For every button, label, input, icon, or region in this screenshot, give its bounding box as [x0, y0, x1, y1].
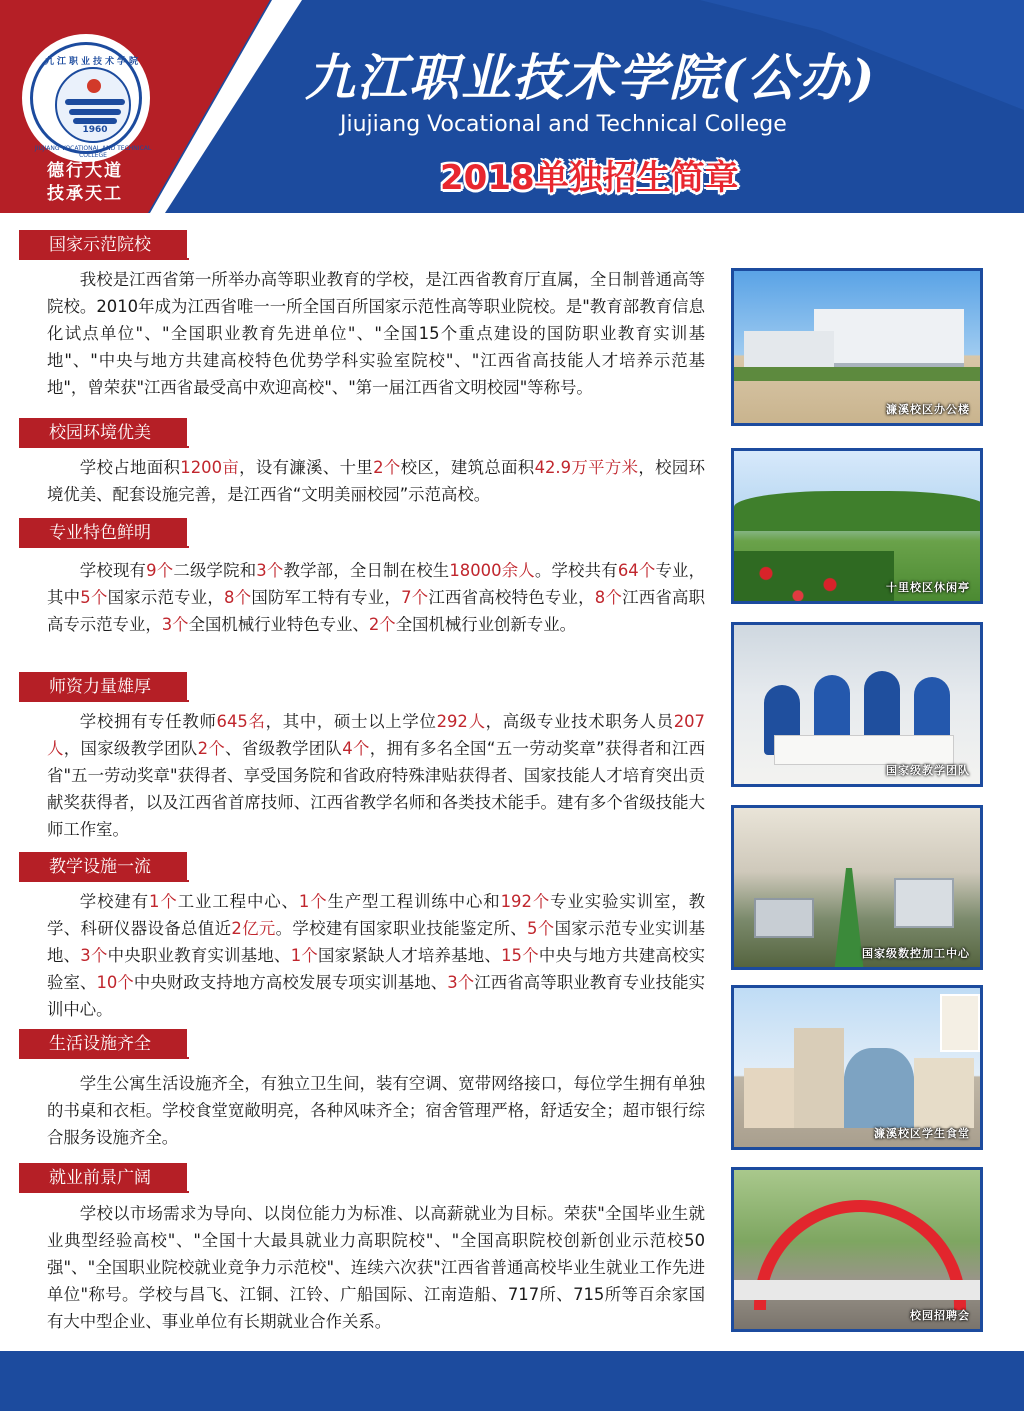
section-underline: [19, 880, 189, 882]
photo-caption: 国家级数控加工中心: [862, 947, 970, 960]
text-run: 国家示范专业实训基地、: [47, 919, 706, 965]
text-run: ，校园环境优美、配套设施完善，是江西省“文明美丽校园”示范高校。: [47, 458, 706, 504]
section-underline: [19, 1057, 189, 1059]
building-shape: [794, 1028, 844, 1128]
text-run: 中央财政支持地方高校发展专项实训基地、: [133, 973, 448, 992]
text-run: 我校是江西省第一所举办高等职业教育的学校，是江西省教育厅直属，全日制普通高等院校。2010年成为江西省唯一一所全国百所国家示范性高等职业院校。是"教育部教育信息化试点单位"、"全国职业教育先进单位"、"全国15个重点建设的国防职业教育实训基地"、"中央与地方共建高校特色优势学科实验室院校"、"江西省高技能人才培养示范基地"，曾荣获"江西省最受高中欢迎高校"、"第一届江西省文明校园"等称号。: [47, 270, 705, 397]
highlight-number: 10个: [96, 973, 134, 992]
machine-shape: [894, 878, 954, 928]
photo-cnc-center: [731, 805, 983, 970]
floor-lane-shape: [834, 868, 864, 970]
section-title-majors: 专业特色鲜明: [19, 518, 187, 548]
highlight-number: 1个: [290, 946, 319, 965]
text-run: ，其中，硕士以上学位: [265, 712, 437, 731]
photo-office-building: [731, 268, 983, 426]
text-run: 校区，建筑总面积: [400, 458, 535, 477]
machine-shape: [754, 898, 814, 938]
photo-teaching-team: [731, 622, 983, 787]
highlight-number: 3个: [447, 973, 475, 992]
text-run: 国防军工特有专业，: [251, 588, 402, 607]
highlight-number: 18000余人: [449, 561, 535, 580]
blueprint-table-shape: [774, 735, 954, 765]
logo-wave-icon: [65, 99, 125, 105]
highlight-number: 15个: [501, 946, 539, 965]
college-title-cn: 九江职业技术学院(公办): [305, 48, 877, 107]
highlight-number: 4个: [342, 739, 370, 758]
text-run: 国家紧缺人才培养基地、: [318, 946, 502, 965]
logo-sun-icon: [87, 79, 101, 93]
text-run: 。学校建有国家职业技能鉴定所、: [275, 919, 527, 938]
flowers-shape: [734, 551, 894, 604]
text-run: 江西省高校特色专业，: [428, 588, 595, 607]
trees-shape: [734, 491, 983, 531]
highlight-number: 7个: [401, 588, 429, 607]
logo-year: 1960: [82, 125, 108, 135]
highlight-number: 192个: [500, 892, 551, 911]
college-title-en: Jiujiang Vocational and Technical College: [340, 112, 787, 137]
college-logo: [22, 34, 150, 162]
text-run: 全国机械行业创新专业。: [395, 615, 576, 634]
section-text-majors: [47, 557, 705, 638]
brochure-subtitle: 2018单独招生简章: [440, 158, 739, 198]
section-text-facilities: [47, 888, 705, 1023]
logo-wave-icon: [69, 109, 121, 115]
text-run: 专业，其中: [47, 561, 706, 607]
motto: [30, 160, 140, 206]
text-run: 学生公寓生活设施齐全，有独立卫生间，装有空调、宽带网络接口，每位学生拥有单独的书桌和衣柜。学校食堂宽敞明亮，各种风味齐全；宿舍管理严格，舒适安全；超市银行综合服务设施齐全。: [47, 1074, 705, 1147]
section-text-living: [47, 1070, 705, 1151]
text-run: ，设有濂溪、十里: [239, 458, 374, 477]
section-text-employment: [47, 1200, 705, 1335]
photo-pavilion: [731, 448, 983, 604]
section-text-national-model: [47, 266, 705, 401]
highlight-number: 9个: [146, 561, 174, 580]
photo-canteen: [731, 985, 983, 1150]
photo-caption: 十里校区休闲亭: [886, 581, 970, 594]
tents-shape: [734, 1280, 983, 1300]
text-run: 江西省高职高专示范专业，: [47, 588, 706, 634]
highlight-number: 42.9万平方米: [534, 458, 639, 477]
highlight-number: 2个: [197, 739, 226, 758]
highlight-number: 3个: [256, 561, 284, 580]
highlight-number: 1个: [298, 892, 328, 911]
section-title-living: 生活设施齐全: [19, 1029, 187, 1059]
motto-line-2: 技承天工: [47, 184, 123, 204]
highlight-number: 64个: [617, 561, 656, 580]
section-text-campus: [47, 454, 705, 508]
text-run: 学校以市场需求为导向、以岗位能力为标准、以高薪就业为目标。荣获"全国毕业生就业典型经验高校"、"全国十大最具就业力高职院校"、"全国高职院校创新创业示范校50强"、"全国职业院校就业竞争力示范校"、连续六次获"江西省普通高校毕业生就业工作先进单位"称号。学校与昌飞、江铜、江铃、广船国际、江南造船、717所、715所等百余家国有大中型企业、事业单位有长期就业合作关系。: [47, 1204, 705, 1331]
highlight-number: 5个: [527, 919, 555, 938]
motto-line-1: 德行大道: [47, 161, 123, 181]
section-text-faculty: [47, 708, 705, 843]
text-run: 二级学院和: [173, 561, 257, 580]
building-shape: [744, 331, 834, 371]
photo-job-fair: [731, 1167, 983, 1332]
building-shape: [914, 1058, 974, 1128]
text-run: 专业实验实训室，教学、科研仪器设备总值近: [47, 892, 706, 938]
section-title-employment: 就业前景广阔: [19, 1163, 187, 1193]
text-run: 学校现有: [79, 561, 147, 580]
highlight-number: 2亿元: [231, 919, 276, 938]
highlight-number: 645名: [216, 712, 266, 731]
section-underline: [19, 446, 189, 448]
highlight-number: 2个: [368, 615, 396, 634]
highlight-number: 8个: [224, 588, 252, 607]
text-run: ，高级专业技术职务人员: [485, 712, 674, 731]
text-run: 全国机械行业特色专业、: [188, 615, 369, 634]
section-title-facilities: 教学设施一流: [19, 852, 187, 882]
photo-caption: 校园招聘会: [910, 1309, 970, 1322]
highlight-number: 292人: [436, 712, 486, 731]
highlight-number: 207人: [47, 712, 705, 758]
glass-dome-shape: [844, 1048, 914, 1128]
section-title-faculty: 师资力量雄厚: [19, 672, 187, 702]
header-banner: [0, 0, 1024, 213]
text-run: 国家示范专业，: [107, 588, 225, 607]
logo-wave-icon: [73, 118, 117, 124]
text-run: ，国家级教学团队: [63, 739, 198, 758]
highlight-number: 8个: [594, 588, 623, 607]
text-run: 、省级教学团队: [225, 739, 343, 758]
text-run: 学校占地面积: [79, 458, 181, 477]
photo-caption: 濂溪校区学生食堂: [874, 1127, 970, 1140]
highlight-number: 3个: [161, 615, 189, 634]
footer-bar: [0, 1351, 1024, 1411]
section-underline: [19, 700, 189, 702]
trees-shape: [734, 367, 983, 381]
text-run: ，拥有多名全国“五一劳动奖章”获得者和江西省"五一劳动奖章"获得者、享受国务院和省政府特殊津贴获得者、国家技能人才培育突出贡献奖获得者，以及江西省首席技师、江西省教学名师和各类技术能手。建有多个省级技能大师工作室。: [47, 739, 706, 839]
photo-caption: 濂溪校区办公楼: [886, 403, 970, 416]
building-shape: [744, 1068, 794, 1128]
text-run: 。学校共有: [534, 561, 618, 580]
inset-photo-shape: [940, 994, 980, 1052]
section-underline: [19, 1191, 189, 1193]
text-run: 江西省高等职业教育专业技能实训中心。: [47, 973, 706, 1019]
highlight-number: 2个: [373, 458, 401, 477]
logo-cn-text: 九江职业技术学院: [44, 57, 141, 67]
highlight-number: 3个: [80, 946, 108, 965]
photo-caption: 国家级教学团队: [886, 764, 970, 777]
text-run: 学校拥有专任教师: [79, 712, 217, 731]
text-run: 生产型工程训练中心和: [327, 892, 501, 911]
highlight-number: 1200亩: [180, 458, 240, 477]
section-underline: [19, 546, 189, 548]
logo-en-text: JIUJIANG VOCATIONAL AND TECHNICAL COLLEGE: [34, 145, 152, 159]
building-shape: [814, 309, 964, 367]
section-title-national-model: 国家示范院校: [19, 230, 187, 260]
text-run: 学校建有: [79, 892, 150, 911]
text-run: 中央职业教育实训基地、: [107, 946, 291, 965]
logo-emblem: [55, 67, 131, 143]
text-run: 中央与地方共建高校实验室、: [47, 946, 706, 992]
highlight-number: 1个: [149, 892, 178, 911]
section-underline: [19, 258, 189, 260]
highlight-number: 5个: [80, 588, 108, 607]
text-run: 工业工程中心、: [177, 892, 299, 911]
section-title-campus: 校园环境优美: [19, 418, 187, 448]
text-run: 教学部，全日制在校生: [283, 561, 450, 580]
logo-ring: [30, 42, 152, 159]
